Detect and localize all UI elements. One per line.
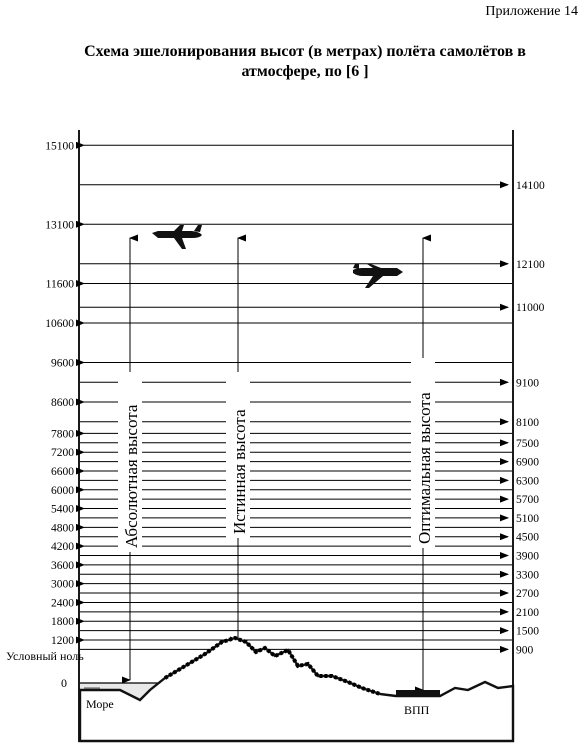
right-level-label: 12100 (516, 258, 545, 271)
absolute-altitude-label: Абсолютная высота (122, 404, 141, 548)
right-level-label: 9100 (516, 377, 539, 390)
left-level-label: 11600 (45, 278, 74, 291)
right-level-label: 5100 (516, 512, 539, 525)
left-level-label: 8600 (51, 397, 74, 409)
right-level-label: 3300 (516, 569, 539, 582)
left-level-label: 3600 (51, 559, 74, 572)
zero-label: 0 (61, 676, 67, 690)
right-level-label: 1500 (516, 625, 539, 638)
title-line-1: Схема эшелонирования высот (в метрах) полёта самолётов в (84, 43, 526, 60)
right-level-label: 3900 (516, 550, 539, 563)
left-level-label: 9600 (51, 357, 74, 370)
sea-label: Море (86, 697, 114, 711)
conditional-zero-label: Условный ноль (6, 649, 84, 663)
right-level-label: 2100 (516, 606, 539, 619)
left-level-label: 6000 (51, 484, 74, 497)
left-level-label: 10600 (45, 318, 74, 330)
right-level-label: 6900 (516, 456, 539, 469)
runway (396, 690, 440, 696)
left-level-label: 3000 (51, 578, 74, 591)
left-level-label: 1200 (51, 635, 74, 647)
left-level-label: 4200 (51, 541, 74, 554)
left-level-label: 4800 (51, 522, 74, 535)
runway-label: ВПП (404, 703, 430, 717)
left-level-label: 2400 (51, 597, 74, 610)
appendix-label: Приложение 14 (485, 4, 578, 19)
left-level-label: 7200 (51, 447, 74, 460)
left-level-label: 5400 (51, 503, 74, 516)
left-level-label: 1800 (51, 616, 74, 629)
right-level-label: 900 (516, 644, 534, 657)
right-level-label: 7500 (516, 437, 539, 450)
right-level-label: 11000 (516, 302, 545, 315)
right-level-label: 4500 (516, 531, 539, 544)
left-level-label: 15100 (45, 140, 74, 153)
optimal-altitude-label: Оптимальная высота (415, 392, 434, 544)
left-level-label: 7800 (51, 428, 74, 441)
title-line-2: атмосфере, по [6 ] (241, 63, 369, 80)
airplane-icon (353, 264, 403, 288)
right-level-label: 2700 (516, 588, 539, 601)
right-level-label: 14100 (516, 179, 545, 192)
true-altitude-label: Истинная высота (230, 409, 249, 534)
right-level-label: 5700 (516, 494, 539, 507)
left-level-label: 13100 (45, 219, 74, 232)
airplane-icon (152, 225, 202, 249)
right-level-label: 6300 (516, 475, 539, 488)
right-level-label: 8100 (516, 416, 539, 429)
left-level-label: 6600 (51, 465, 74, 478)
